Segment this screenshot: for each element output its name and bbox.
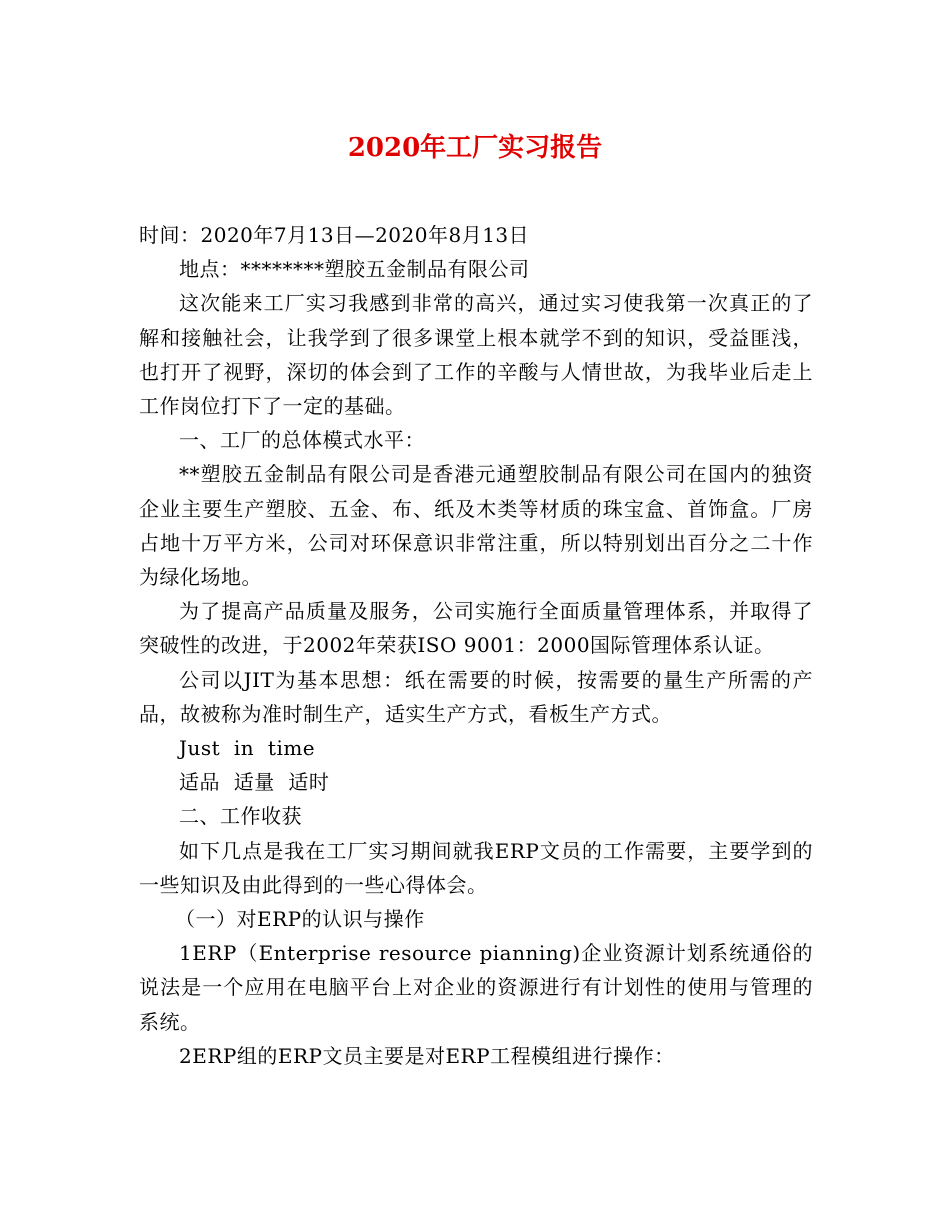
location-line: 地点：********塑胶五金制品有限公司	[179, 257, 530, 282]
section2-heading: 二、工作收获	[179, 804, 302, 829]
section1-paragraph-1: **塑胶五金制品有限公司是香港元通塑胶制品有限公司在国内的独资企业主要生产塑胶、五金、布、纸及木类等材质的珠宝盒、首饰盒。厂房占地十万平方米，公司对环保意识非常注重，所以特别划出百分之二十作为绿化场地。	[139, 462, 813, 590]
intro-paragraph: 这次能来工厂实习我感到非常的高兴，通过实习使我第一次真正的了解和接触社会，让我学到了很多课堂上根本就学不到的知识，受益匪浅，也打开了视野，深切的体会到了工作的辛酸与人情世故，为我毕业后走上工作岗位打下了一定的基础。	[139, 291, 813, 419]
jit-english: Just in time	[179, 736, 316, 761]
jit-chinese: 适品 适量 适时	[179, 770, 330, 795]
subsection1-heading: （一）对ERP的认识与操作	[175, 907, 425, 932]
section1-heading: 一、工厂的总体模式水平：	[179, 428, 425, 453]
time-line: 时间：2020年7月13日—2020年8月13日	[139, 223, 530, 247]
item-1: 1ERP（Enterprise resource pianning)企业资源计划系统通俗的说法是一个应用在电脑平台上对企业的资源进行有计划性的使用与管理的系统。	[139, 941, 813, 1034]
section1-paragraph-2: 为了提高产品质量及服务，公司实施行全面质量管理体系，并取得了突破性的改进，于2002年荣获ISO 9001：2000国际管理体系认证。	[139, 599, 813, 658]
document-title: 2020年工厂实习报告	[347, 133, 603, 163]
section2-intro: 如下几点是我在工厂实习期间就我ERP文员的工作需要，主要学到的一些知识及由此得到的一些心得体会。	[139, 838, 813, 897]
document-body	[139, 218, 813, 1073]
item-2: 2ERP组的ERP文员主要是对ERP工程模组进行操作：	[179, 1043, 675, 1068]
section1-paragraph-3: 公司以JIT为基本思想：纸在需要的时候，按需要的量生产所需的产品，故被称为准时制生产，适实生产方式，看板生产方式。	[139, 667, 813, 726]
